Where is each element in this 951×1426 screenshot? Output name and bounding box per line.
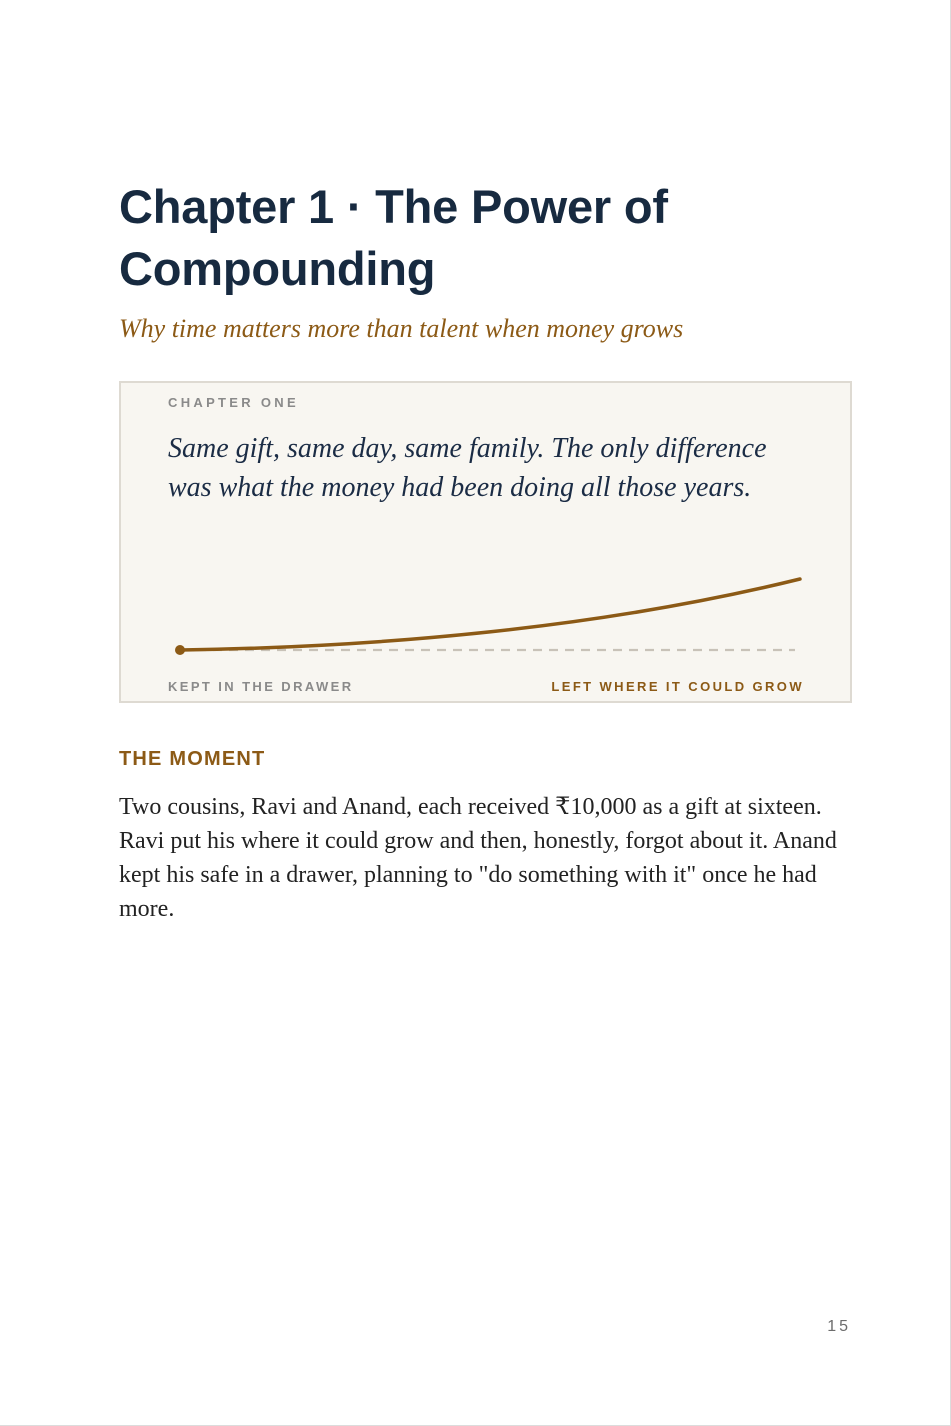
growth-illustration — [121, 383, 854, 705]
chapter-subtitle: Why time matters more than talent when money grows — [119, 314, 684, 343]
chapter-hero-card — [119, 381, 852, 703]
drawer-label: KEPT IN THE DRAWER — [168, 679, 354, 694]
body-paragraph: Two cousins, Ravi and Anand, each received ₹10,000 as a gift at sixteen. Ravi put his where it could grow and then, honestly, forgot about it. Anand kept his safe in a drawer, planning to "do something with it" once he had more. — [119, 794, 837, 922]
growth-curve — [181, 579, 800, 650]
section-heading: THE MOMENT — [119, 748, 266, 770]
chapter-title: Chapter 1 · The Power of Compounding — [119, 180, 668, 295]
starting-point-dot — [175, 645, 185, 655]
hero-quote: Same gift, same day, same family. The only difference was what the money had been doing all those years. — [168, 433, 767, 503]
page-number: 15 — [827, 1318, 851, 1335]
hero-eyebrow: CHAPTER ONE — [168, 395, 299, 410]
growth-label: LEFT WHERE IT COULD GROW — [551, 679, 804, 694]
